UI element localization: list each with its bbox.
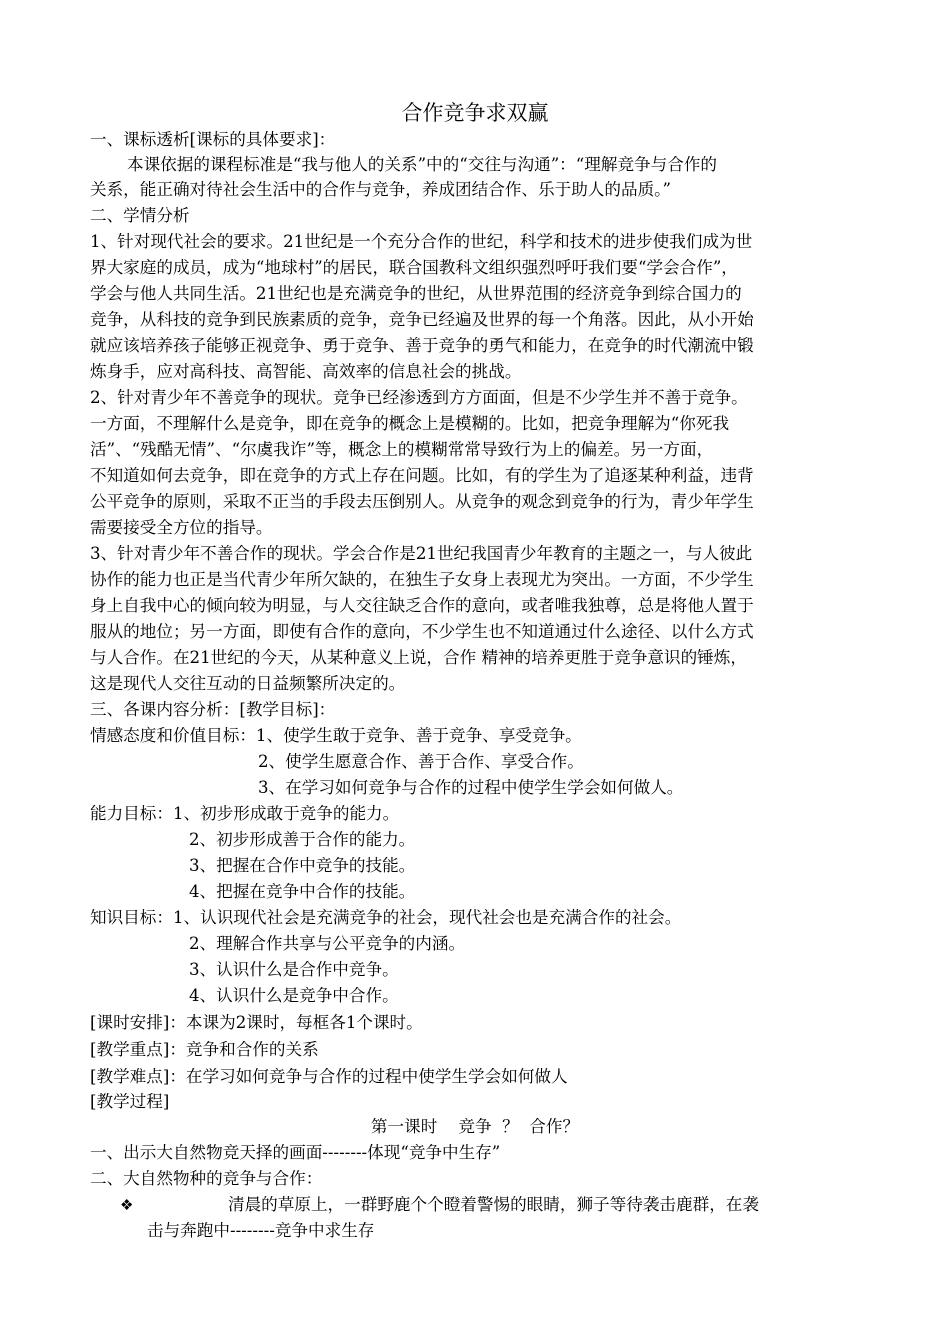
bullet-text-line: 清晨的草原上，一群野鹿个个瞪着警惕的眼睛，狮子等待袭击鹿群，在袭 [228, 1195, 759, 1214]
process-step: 二、大自然物种的竞争与合作： [90, 1169, 323, 1188]
bullet-text-line: 击与奔跑中--------竞争中求生存 [147, 1221, 375, 1240]
process-heading: [教学过程] [90, 1092, 170, 1111]
process-step: 一、出示大自然物竞天择的画面--------体现“竞争中生存” [90, 1143, 501, 1162]
schedule-line: [课时安排]：本课为2课时，每框各1个课时。 [90, 1013, 423, 1032]
paragraph-line: 本课依据的课程标准是“我与他人的关系”中的“交往与沟通”：“理解竞争与合作的 [127, 155, 718, 174]
paragraph-line: 竞争，从科技的竞争到民族素质的竞争，竞争已经遍及世界的每一个角落。因此，从小开始 [90, 310, 754, 329]
paragraph-line: 活”、“残酷无情”、“尔虞我诈”等，概念上的模糊常常导致行为上的偏差。另一方面， [90, 440, 714, 459]
goal-line: 2、理解合作共享与公平竞争的内涵。 [189, 934, 466, 953]
paragraph-line: 需要接受全方位的指导。 [90, 518, 273, 537]
paragraph-line: 一方面，不理解什么是竞争，即在竞争的概念上是模糊的。比如，把竞争理解为“你死我 [90, 414, 730, 433]
lesson-title: 第一课时 竞争 ？ 合作？ [370, 1117, 580, 1136]
paragraph-line: 2、针对青少年不善竞争的现状。竞争已经渗透到方方面面，但是不少学生并不善于竞争。 [90, 388, 748, 407]
paragraph-line: 炼身手，应对高科技、高智能、高效率的信息社会的挑战。 [90, 362, 522, 381]
paragraph-line: 就应该培养孩子能够正视竞争、勇于竞争、善于竞争的勇气和能力，在竞争的时代潮流中锻 [90, 336, 754, 355]
goal-line: 知识目标：1、认识现代社会是充满竞争的社会，现代社会也是充满合作的社会。 [90, 908, 682, 927]
goal-line: 4、认识什么是竞争中合作。 [189, 986, 399, 1005]
paragraph-line: 与人合作。在21世纪的今天，从某种意义上说，合作 精神的培养更胜于竞争意识的锤炼， [90, 648, 747, 667]
paragraph-line: 学会与他人共同生活。21世纪也是充满竞争的世纪，从世界范围的经济竞争到综合国力的 [90, 284, 742, 303]
paragraph-line: 公平竞争的原则，采取不正当的手段去压倒别人。从竞争的观念到竞争的行为，青少年学生 [90, 492, 754, 511]
goal-line: 2、使学生愿意合作、善于合作、享受合作。 [258, 752, 584, 771]
goal-line: 能力目标：1、初步形成敢于竞争的能力。 [90, 804, 400, 823]
goal-line: 情感态度和价值目标：1、使学生敢于竞争、善于竞争、享受竞争。 [90, 726, 582, 745]
section-heading-1: 一、课标透析[课标的具体要求]： [90, 130, 336, 149]
paragraph-line: 不知道如何去竞争，即在竞争的方式上存在问题。比如，有的学生为了追逐某种利益，违背 [90, 466, 754, 485]
goal-line: 4、把握在竞争中合作的技能。 [189, 882, 416, 901]
key-point-line: [教学重点]：竞争和合作的关系 [90, 1040, 319, 1059]
paragraph-line: 关系，能正确对待社会生活中的合作与竞争，养成团结合作、乐于助人的品质。” [90, 180, 671, 199]
section-heading-2: 二、学情分析 [90, 206, 190, 225]
section-heading-3: 三、各课内容分析：[教学目标]： [90, 700, 336, 719]
diamond-bullet-icon: ❖ [120, 1196, 134, 1214]
paragraph-line: 这是现代人交往互动的日益频繁所决定的。 [90, 674, 406, 693]
goal-line: 3、把握在合作中竞争的技能。 [189, 856, 416, 875]
paragraph-line: 1、针对现代社会的要求。21世纪是一个充分合作的世纪，科学和技术的进步使我们成为世 [90, 232, 753, 251]
paragraph-line: 服从的地位；另一方面，即使有合作的意向，不少学生也不知道通过什么途径、以什么方式 [90, 622, 754, 641]
paragraph-line: 身上自我中心的倾向较为明显，与人交往缺乏合作的意向，或者唯我独尊，总是将他人置于 [90, 596, 754, 615]
goal-line: 3、在学习如何竞争与合作的过程中使学生学会如何做人。 [258, 778, 684, 797]
paragraph-line: 协作的能力也正是当代青少年所欠缺的，在独生子女身上表现尤为突出。一方面，不少学生 [90, 570, 754, 589]
paragraph-line: 3、针对青少年不善合作的现状。学会合作是21世纪我国青少年教育的主题之一，与人彼此 [90, 544, 753, 563]
document-title: 合作竞争求双赢 [401, 101, 549, 125]
goal-line: 2、初步形成善于合作的能力。 [189, 830, 416, 849]
goal-line: 3、认识什么是合作中竞争。 [189, 960, 399, 979]
paragraph-line: 界大家庭的成员，成为“地球村”的居民，联合国教科文组织强烈呼吁我们要“学会合作”， [90, 258, 738, 277]
difficulty-line: [教学难点]：在学习如何竞争与合作的过程中使学生学会如何做人 [90, 1067, 568, 1086]
